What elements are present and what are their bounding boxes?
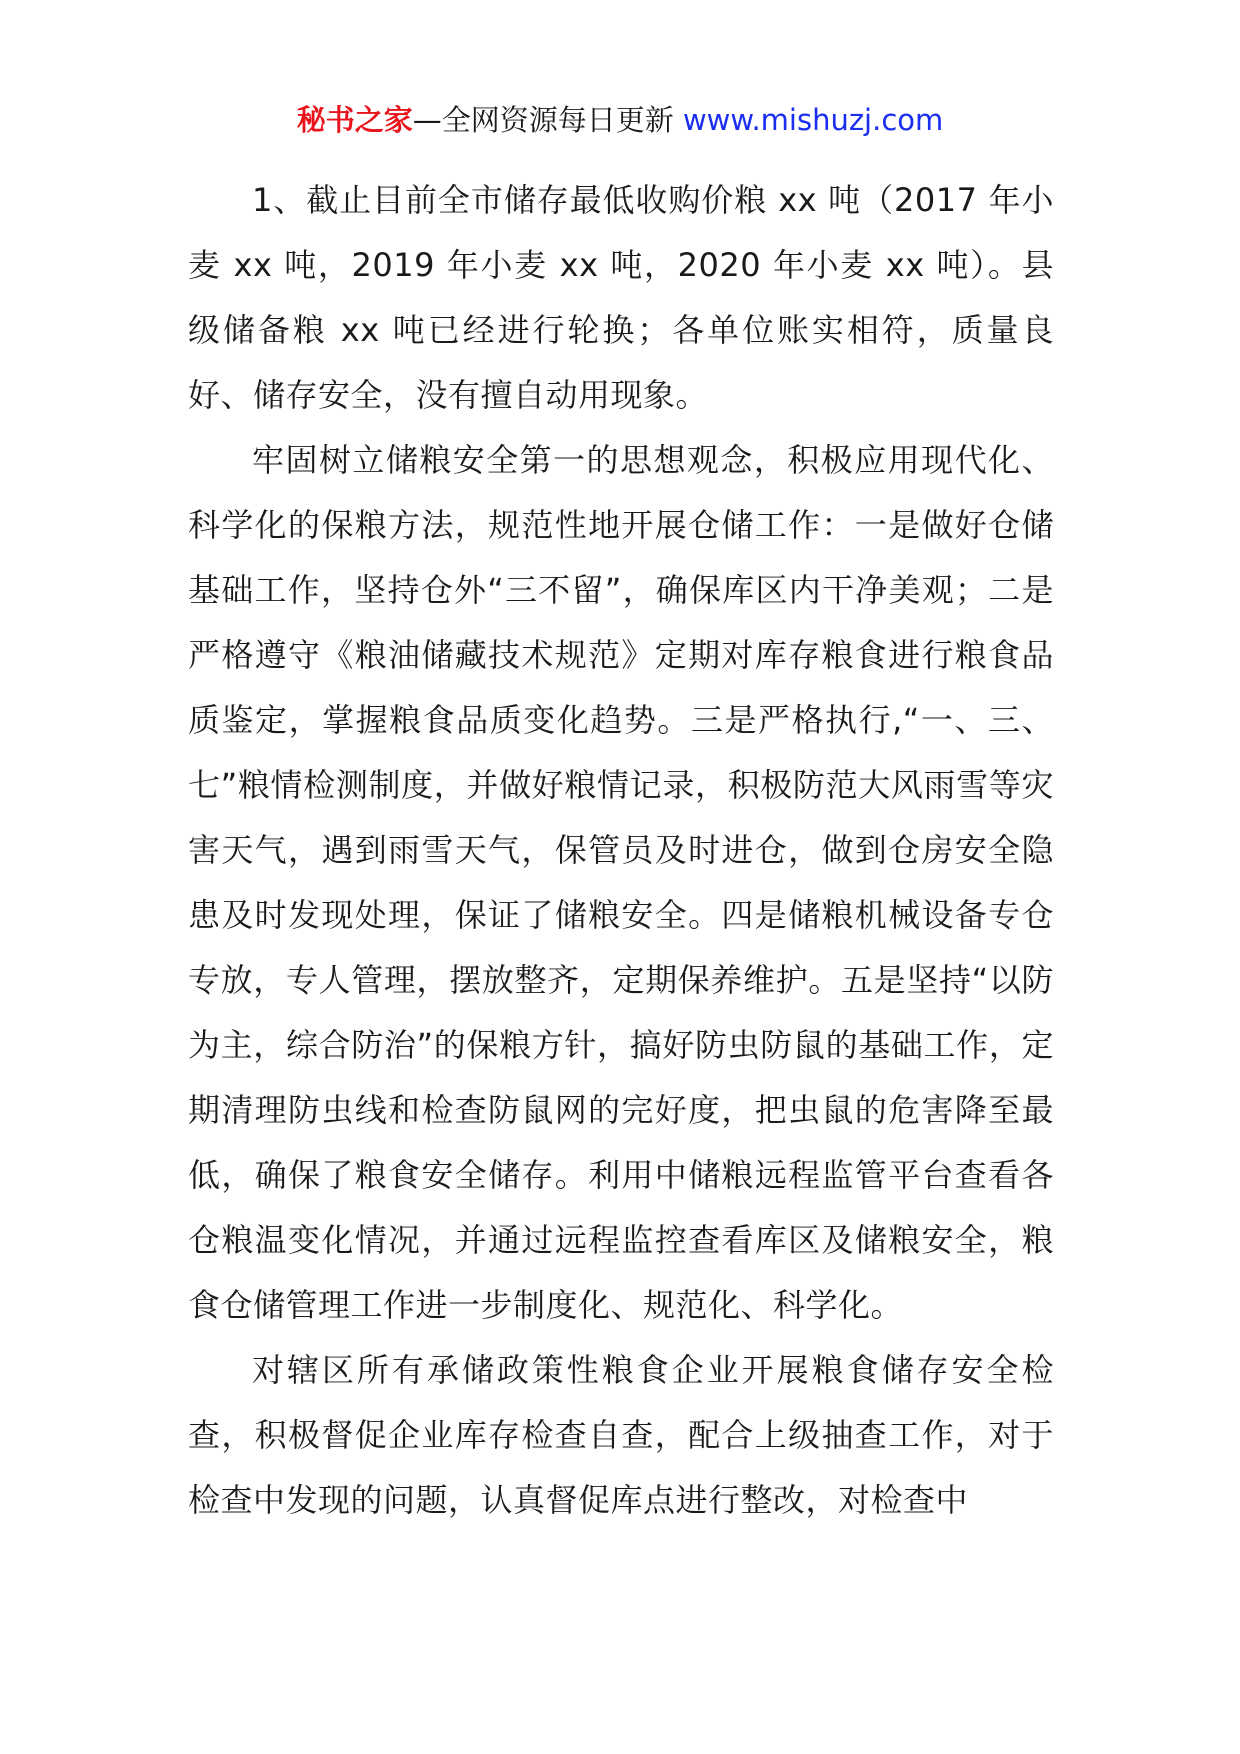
brand-name: 秘书之家 <box>296 103 413 137</box>
document-body <box>188 168 1054 1533</box>
header-slogan: —全网资源每日更新 <box>412 103 683 137</box>
paragraph-safety-inspection: 对辖区所有承储政策性粮食企业开展粮食储存安全检查，积极督促企业库存检查自查，配合上级抽查工作，对于检查中发现的问题，认真督促库点进行整改，对检查中 <box>188 1351 1054 1519</box>
site-url-link[interactable]: www.mishuzj.com <box>682 103 944 137</box>
paragraph-storage-summary: 1、截止目前全市储存最低收购价粮 xx 吨（2017 年小麦 xx 吨，2019 年小麦 xx 吨，2020 年小麦 xx 吨）。县级储备粮 xx 吨已经进行轮换；各单位账实相符，质量良好、储存安全，没有擅自动用现象。 <box>188 181 1054 414</box>
page-header <box>0 100 1240 140</box>
paragraph-storage-measures: 牢固树立储粮安全第一的思想观念，积极应用现代化、科学化的保粮方法，规范性地开展仓储工作：一是做好仓储基础工作，坚持仓外“三不留”，确保库区内干净美观；二是严格遵守《粮油储藏技术规范》定期对库存粮食进行粮食品质鉴定，掌握粮食品质变化趋势。三是严格执行,“一、三、七”粮情检测制度，并做好粮情记录，积极防范大风雨雪等灾害天气，遇到雨雪天气，保管员及时进仓，做到仓房安全隐患及时发现处理，保证了储粮安全。四是储粮机械设备专仓专放，专人管理，摆放整齐，定期保养维护。五是坚持“以防为主，综合防治”的保粮方针，搞好防虫防鼠的基础工作，定期清理防虫线和检查防鼠网的完好度，把虫鼠的危害降至最低，确保了粮食安全储存。利用中储粮远程监管平台查看各仓粮温变化情况，并通过远程监控查看库区及储粮安全，粮食仓储管理工作进一步制度化、规范化、科学化。 <box>188 441 1054 1324</box>
